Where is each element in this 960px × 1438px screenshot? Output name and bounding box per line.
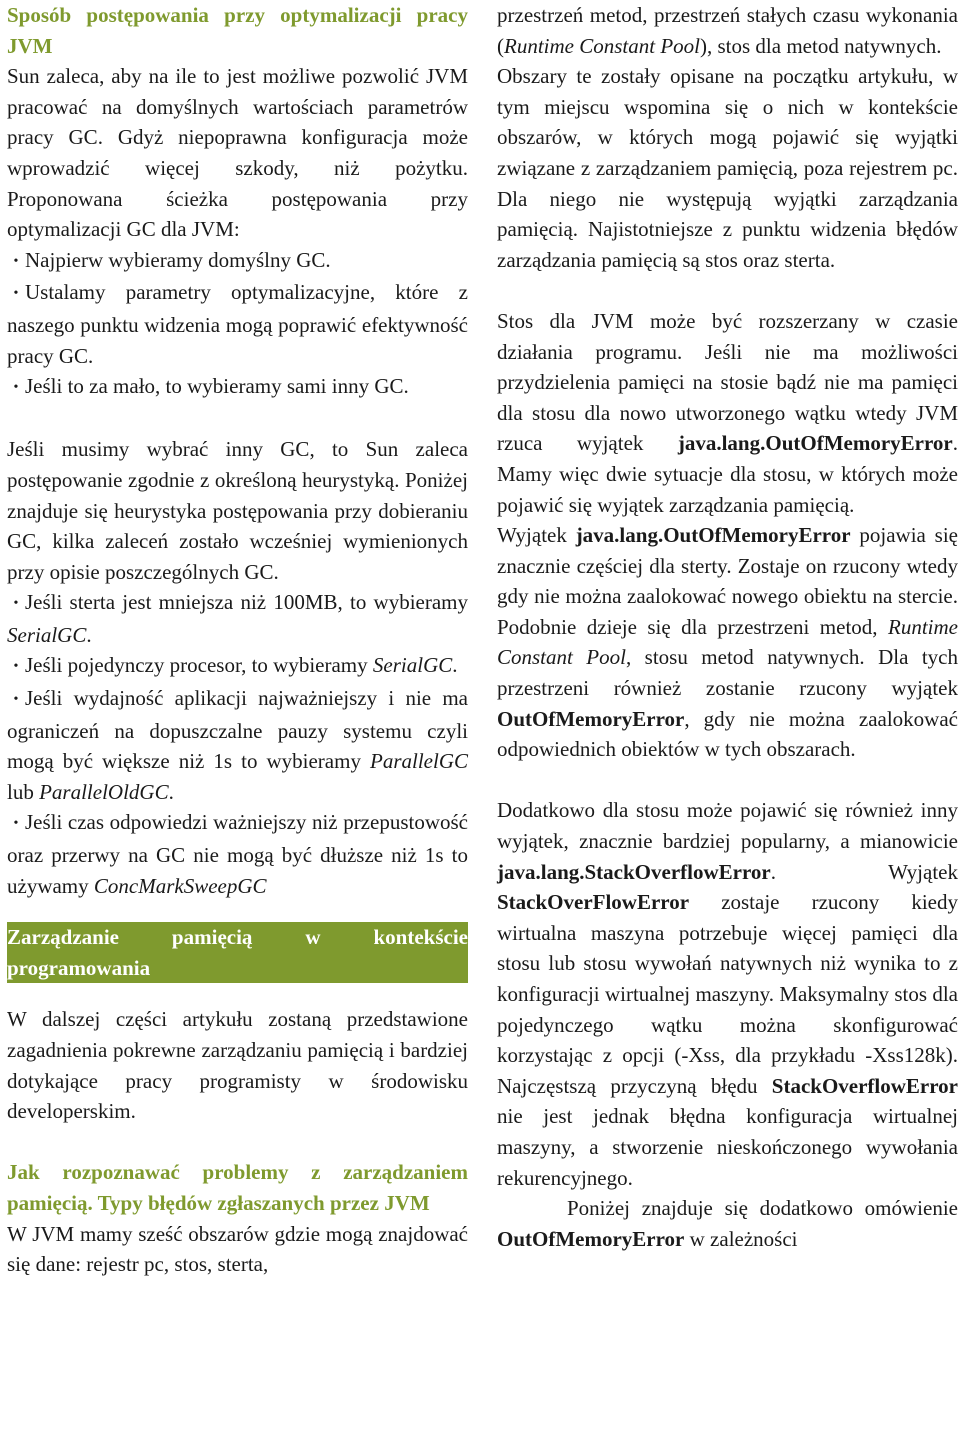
section-heading-jvm-optimization: Sposób postępowania przy optymalizacji pracy JVM [7, 3, 468, 58]
bullet-item: •Jeśli sterta jest mniejsza niż 100MB, to wybieramy SerialGC. [7, 587, 468, 650]
paragraph: W JVM mamy sześć obszarów gdzie mogą znajdować się dane: rejestr pc, stos, sterta, [7, 1221, 468, 1277]
bullet-item: •Jeśli to za mało, to wybieramy sami inny GC. [7, 371, 468, 404]
paragraph: Dodatkowo dla stosu może pojawić się również inny wyjątek, znacznie bardziej popularny, a mianowicie java.lang.StackOverflowError. Wyjątek StackOverFlowError zostaje rzucony kiedy wirtualna maszyna potrzebuje więcej pamięci dla stosu lub stosu wywołań natywnych niż wynika to z konfiguracji wirtualnej maszyny. Maksymalny stos dla pojedynczego wątku można skonfigurować korzystając z opcji (-Xss, dla przykładu -Xss128k). Najczęstszą przyczyną błędu StackOverflowError nie jest jednak błędna konfiguracja wirtualnej maszyny, a stworzenie nieskończonego wywołania rekurencyjnego. [497, 798, 958, 1190]
paragraph: Wyjątek java.lang.OutOfMemoryError pojawia się znacznie częściej dla sterty. Zostaje on rzucony wtedy gdy nie można zaalokować nowego obiektu na stercie. Podobnie dzieje się dla przestrzeni metod, Runtime Constant Pool, stosu metod natywnych. Dla tych przestrzeni również zostanie rzucony wyjątek OutOfMemoryError, gdy nie można zaalokować odpowiednich obiektów w tych obszarach. [497, 523, 958, 762]
paragraph: przestrzeń metod, przestrzeń stałych czasu wykonania (Runtime Constant Pool), stos dla metod natywnych. [497, 3, 958, 58]
paragraph: Poniżej znajduje się dodatkowo omówienie OutOfMemoryError w zależności [497, 1196, 958, 1251]
paragraph: Sun zaleca, aby na ile to jest możliwe pozwolić JVM pracować na domyślnych wartościach parametrów pracy GC. Gdyż niepoprawna konfiguracja może wprowadzić więcej szkody, niż pożytku. Proponowana ścieżka postępowania przy optymalizacji GC dla JVM: [7, 64, 468, 242]
paragraph: Stos dla JVM może być rozszerzany w czasie działania programu. Jeśli nie ma możliwości przydzielenia pamięci na stosie bądź nie ma pamięci dla stosu dla nowo utworzonego wątku wtedy JVM rzuca wyjątek java.lang.OutOfMemoryError. Mamy więc dwie sytuacje dla stosu, w których może pojawić się wyjątek zarządzania pamięcią. [497, 308, 958, 517]
bullet-item: •Jeśli wydajność aplikacji najważniejszy i nie ma ograniczeń na dopuszczalne pauzy systemu czyli mogą być większe niż 1s to wybieramy ParallelGC lub ParallelOldGC. [7, 683, 468, 807]
bullet-item: •Jeśli pojedynczy procesor, to wybieramy SerialGC. [7, 650, 468, 683]
section-heading-memory-errors: Jak rozpoznawać problemy z zarządzaniem pamięcią. Typy błędów zgłaszanych przez JVM [7, 1160, 468, 1215]
section-banner-heading: Zarządzanie pamięcią w kontekście programowania [7, 922, 468, 983]
bullet-icon [7, 807, 25, 840]
left-column [7, 0, 468, 1280]
bullet-item: •Ustalamy parametry optymalizacyjne, które z naszego punktu widzenia mogą poprawić efektywność pracy GC. [7, 277, 468, 371]
bullet-icon [7, 587, 25, 620]
right-column [497, 0, 958, 1254]
paragraph: Obszary te zostały opisane na początku artykułu, w tym miejscu wspomina się o nich w kontekście obszarów, w których mogą pojawić się wyjątki związane z zarządzaniem pamięcią, poza rejestrem pc. Dla niego nie występują wyjątki zarządzania pamięcią. Najistotniejsze z punktu widzenia błędów zarządzania pamięcią są stos oraz sterta. [497, 64, 958, 272]
bullet-icon [7, 245, 25, 278]
paragraph: W dalszej części artykułu zostaną przedstawione zagadnienia pokrewne zarządzaniu pamięcią i bardziej dotykające pracy programisty w środowisku developerskim. [7, 1007, 468, 1124]
bullet-icon [7, 650, 25, 683]
paragraph: Jeśli musimy wybrać inny GC, to Sun zaleca postępowanie zgodnie z określoną heurystyką. Poniżej znajduje się heurystyka postępowania przy dobieraniu GC, kilka zaleceń zostało wcześniej wymienionych przy opisie poszczególnych GC. [7, 437, 468, 584]
bullet-icon [7, 371, 25, 404]
bullet-item: •Najpierw wybieramy domyślny GC. [7, 245, 468, 278]
bullet-icon [7, 683, 25, 716]
bullet-icon [7, 277, 25, 310]
bullet-item: •Jeśli czas odpowiedzi ważniejszy niż przepustowość oraz przerwy na GC nie mogą być dłuższe niż 1s to używamy ConcMarkSweepGC [7, 807, 468, 901]
